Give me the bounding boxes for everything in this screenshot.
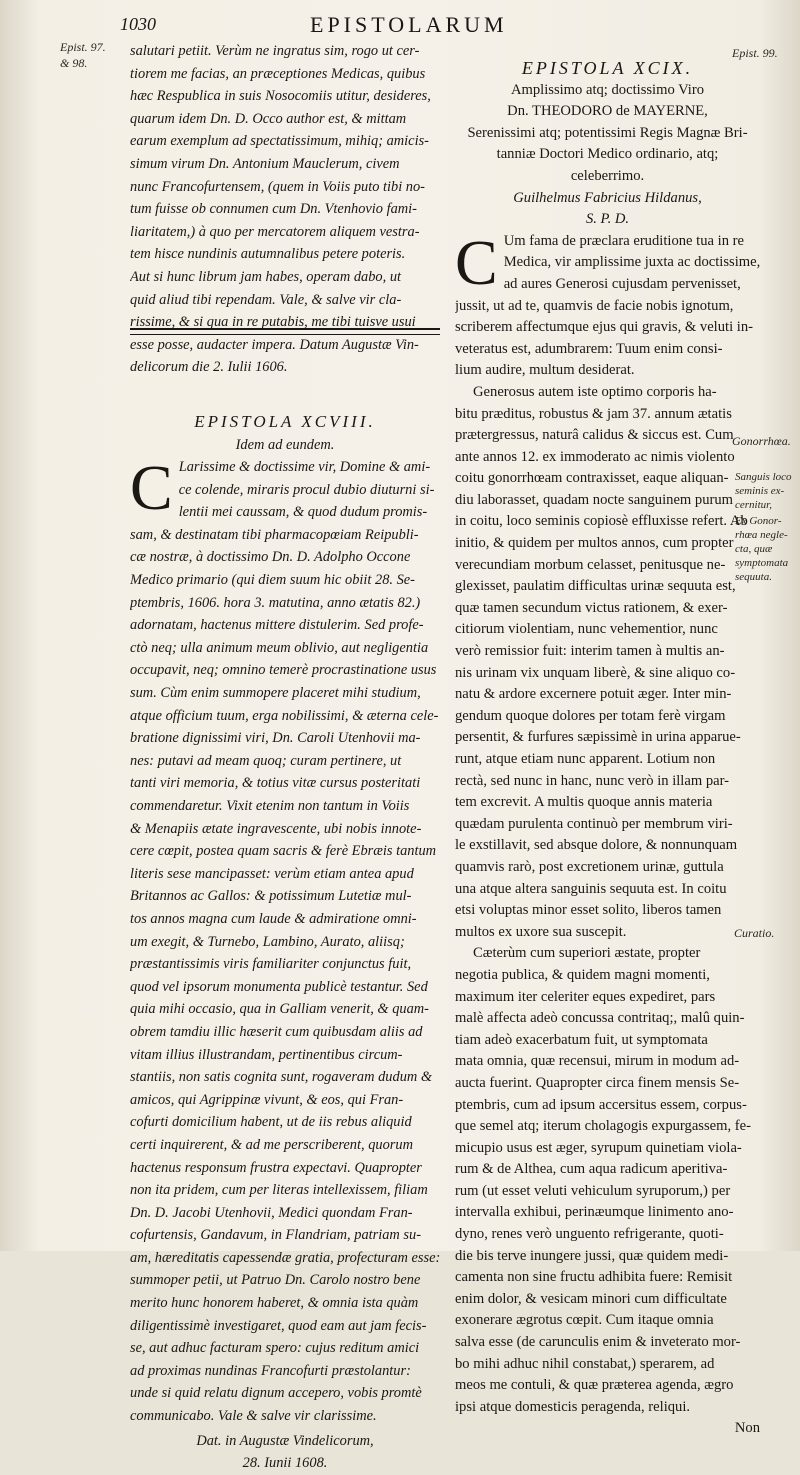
text-line: tos annos magna cum laude & admiratione omni- (130, 910, 417, 927)
text-line: stantiis, non satis cognita sunt, rogaveram dudum & (130, 1069, 433, 1086)
left-column (130, 40, 440, 1475)
margin-note-line: rhœa negle- (735, 529, 788, 541)
text-line: una atque altera sanguinis sequuta est. In coitu (455, 880, 727, 897)
epistle-99-addressee (455, 80, 760, 188)
text-line: delicorum die 2. Iulii 1606. (130, 359, 288, 376)
margin-note-line: Ex Gonor- (735, 515, 782, 527)
text-line: ante annos 12. ex immoderato ac nimis violento (455, 448, 735, 465)
text-line: simum virum Dn. Antonium Mauclerum, civem (130, 155, 400, 172)
text-line: quid aliud tibi rependam. Vale, & salve vir cla- (130, 291, 402, 308)
text-line: & Menapiis ætate ingravescente, ubi nobis innote- (130, 820, 422, 837)
text-line: commendaretur. Vixit etenim non tantum in Voiis (130, 798, 410, 814)
text-line: meos me contuli, & quæ præterea agenda, ægro (455, 1377, 734, 1394)
text-line: quarum idem Dn. D. Occo author est, & mittam (130, 110, 407, 127)
text-line: nes: putavi ad meam quoq; curam pertinere, ut (130, 752, 402, 769)
text-line: vitam illius illustrandam, pertinentibus circum- (130, 1046, 403, 1063)
text-line: Medica, vir amplissime juxta ac doctissime, (503, 254, 760, 271)
text-line: Dn. D. Jacobi Utenhovii, Medici quondam Fran- (130, 1204, 413, 1221)
text-line: cofurtensis, Gandavum, in Flandriam, patriam su- (130, 1227, 422, 1244)
text-line: sum. Cùm enim summopere placeret mihi studium, (130, 685, 421, 702)
separator-space (130, 379, 440, 403)
dropcap-letter: C (130, 452, 173, 524)
text-line: præstantissimis viris familiariter conjunctus fuit, (130, 956, 412, 973)
epistle-99-sender: Guilhelmus Fabricius Hildanus, (513, 189, 702, 206)
text-line: se, aut adhuc facturam spero: cujus reditum amici (130, 1340, 420, 1357)
margin-note-curatio: Curatio. (734, 926, 775, 940)
text-line: Britannos ac Gallos: & potissimum Lutetiæ mul- (130, 888, 412, 905)
addressee-line: Serenissimi atq; potentissimi Regis Magnæ Bri- (467, 124, 748, 141)
epistle-98-title: EPISTOLA XCVIII. (194, 411, 376, 431)
epistle-98-date: 28. Iunii 1608. (242, 1455, 328, 1472)
text-line: ad proximas nundinas Francofurti præstolantur: (130, 1362, 411, 1379)
text-line: initio, & quidem per multos annos, cum propter (455, 535, 734, 552)
text-line: verecundiam morbum celasset, penitusque ne- (455, 556, 726, 573)
text-line: intervalla exhibui, perinæumque linimento ano- (455, 1204, 734, 1221)
text-line: hæc Respublica in suis Nosocomiis utitur, desideres, (130, 88, 431, 105)
text-line: ctò neq; ulla animum meum oblivio, aut negligentia (130, 639, 429, 656)
text-line: nunc Francofurtensem, (quem in Voiis puto tibi no- (130, 178, 425, 195)
epistle-99-body (455, 226, 760, 1419)
margin-ref-left-2: & 98. (60, 56, 88, 70)
text-line: enim dolor, & vesicam minori cum difficultate (455, 1290, 727, 1307)
text-line: Medico primario (qui diem suum hic obiit 28. Se- (130, 572, 415, 589)
text-line: quamvis rarò, post excretionem urinæ, guttula (455, 858, 724, 875)
text-line: summoper petii, ut Patruo Dn. Carolo nostro bene (130, 1272, 421, 1289)
dropcap-letter: C (455, 226, 498, 298)
epistle-98-body (130, 452, 440, 1428)
text-line: rum (ut esset veluti vehiculum syruporum,) per (455, 1182, 731, 1199)
text-line: salutari petiit. Verùm ne ingratus sim, rogo ut cer- (130, 43, 420, 59)
text-line: ipsi atque domesticis peragenda, reliqui. (455, 1398, 691, 1415)
catchword: Non (734, 1420, 760, 1437)
text-line: cofurti domicilium habent, ut de iis rebus aliquid (130, 1114, 412, 1131)
addressee-line: Dn. THEODORO de MAYERNE, (507, 103, 708, 120)
text-line: quæ tamen secundum victus rationem, & exer- (455, 599, 728, 616)
text-line: le exstillavit, sed absque dolore, & nonnunquam (455, 837, 738, 854)
text-line: que semel atq; iterum cholagogis expurgassem, fe- (455, 1118, 751, 1135)
text-line: tanti viri memoria, & totius vitæ cursus posteritati (130, 775, 421, 792)
text-line: tum fuisse ob connumen cum Dn. Vtenhovio fami- (130, 201, 417, 218)
margin-note-line: Sanguis loco (735, 471, 792, 483)
text-line: Um fama de præclara eruditione tua in re (503, 232, 744, 249)
text-line: in coitu, loco seminis copiosè effluxisse refert. Ab (455, 513, 748, 530)
text-line: dyno, renes verò unguento refrigerante, quoti- (455, 1226, 724, 1243)
text-line: micupio usus est æger, syrupum quinetiam viola- (455, 1139, 742, 1156)
text-line: malè affecta adeò concussa contritaq;, malû quin- (455, 1010, 745, 1027)
text-line: cere cœpit, postea quam sacris & ferè Ebræis tantum (130, 843, 437, 860)
text-line: earum exemplum ad spectatissimum, mihiq; amicis- (130, 133, 429, 150)
margin-note-gonorrhoea: Gonorrhœa. (732, 434, 791, 448)
text-line: runt, atque etiam nunc apparent. Lotium non (455, 751, 716, 767)
text-line: communicabo. Vale & salve vir clarissime. (130, 1408, 377, 1425)
text-line: veteratus est, adumbrarem: Tuum enim consi- (455, 340, 723, 357)
text-line: ptembris, cum ad ipsum accersitus essem, corpus- (455, 1096, 747, 1113)
text-line: bitu præditus, robustus & jam 37. annum ætatis (455, 405, 732, 422)
page-number: 1030 (120, 14, 156, 34)
text-line: am, hæreditatis capessendæ gratia, profecturam esse: (130, 1249, 440, 1266)
text-line: esse posse, audacter impera. Datum Augustæ Vin- (130, 336, 419, 353)
text-line: sam, & destinatam tibi pharmacopœiam Reipubli- (130, 526, 419, 543)
text-line: rissime, & si qua in re putabis, me tibi tuisve usui (130, 314, 416, 331)
text-line: obrem tamdiu illic hæserit cum quibusdam aliis ad (130, 1023, 423, 1040)
text-line: tiam adeò exacerbatum fuit, ut symptomata (455, 1031, 708, 1048)
text-line: salva esse (de carunculis enim & inveterato mor- (455, 1334, 741, 1351)
margin-note-line: symptomata (735, 557, 789, 569)
text-line: Cæterùm cum superiori æstate, propter (473, 945, 701, 962)
text-line: citiorum violentiam, nunc vehementior, nunc (455, 621, 718, 638)
text-line: verò remissior fuit: interim tamen à multis an- (455, 643, 725, 660)
text-line: multos ex uxore sua suscepit. (455, 923, 627, 940)
text-line: ad aures Generosi cujusdam pervenisset, (503, 275, 741, 292)
text-line: coitu gonorrhœam contraxisset, eaque aliquan- (455, 470, 729, 487)
text-line: occupavit, neq; omnino temerè procrastinatione usus (130, 662, 437, 679)
text-line: mata omnia, quæ recensui, mirum in modum ad- (455, 1053, 740, 1070)
text-line: Generosus autem iste optimo corporis ha- (473, 383, 717, 400)
right-column (455, 58, 760, 1440)
margin-note-line: sequuta. (735, 571, 772, 583)
addressee-line: celeberrimo. (570, 167, 645, 184)
margin-ref-left-1: Epist. 97. (60, 40, 106, 54)
text-line: etsi voluptas minor esset solito, liberos tamen (455, 902, 722, 919)
text-line: die bis terve inungere jussi, quæ quidem medi- (455, 1247, 729, 1264)
text-line: aucta fuerint. Quapropter circa finem mensis Se- (455, 1074, 740, 1091)
text-line: hactenus responsum frustra expectavi. Quapropter (130, 1159, 422, 1176)
text-line: Larissime & doctissime vir, Domine & ami- (178, 459, 431, 476)
text-line: merito hunc honorem haberet, & omnia ista quàm (130, 1295, 419, 1312)
addressee-line: Amplissimo atq; doctissimo Viro (510, 81, 705, 98)
margin-note-line: seminis ex- (735, 485, 785, 497)
epistle-99-title: EPISTOLA XCIX. (521, 58, 694, 78)
text-line: nis urinam vix unquam liberè, & sine aliquo co- (455, 664, 736, 681)
text-line: diu laborasset, quadam nocte sanguinem purum (455, 491, 734, 508)
text-line: bratione dignissimi viri, Dn. Caroli Utenhovii ma- (130, 730, 421, 747)
margin-note-line: cernitur, (735, 499, 772, 511)
text-line: tiorem me facias, an præceptiones Medicas, quibus (130, 65, 426, 82)
text-line: negotia publica, & quidem magni momenti, (455, 966, 710, 983)
text-line: atque officium tuum, erga nobilissimi, & æterna cele- (130, 707, 439, 724)
text-line: amicos, qui Agrippinæ vivunt, & eos, qui Fran- (130, 1091, 404, 1108)
epistle-99-greeting: S. P. D. (585, 211, 630, 228)
text-line: rum & de Althea, cum aqua radicum aperitiva- (455, 1161, 728, 1178)
text-line: prætergressus, naturâ calidus & siccus est. Cum (455, 427, 734, 444)
text-line: scriberem affectumque ejus qui gravis, & veluti in- (455, 319, 754, 336)
text-line: glexisset, paulatim difficultas urinæ sequuta est, (455, 578, 736, 595)
text-line: bo mihi adhuc nihil constabat,) sperarem, ad (455, 1355, 715, 1372)
text-line: natu & ardore excernere potuit æger. Inter min- (455, 686, 732, 703)
margin-ref-right: Epist. 99. (732, 46, 778, 60)
text-line: diligentissimè investigaret, quod eam aut jam fecis- (130, 1317, 427, 1334)
page-header (120, 12, 760, 38)
text-line: Aut si hunc librum jam habes, operam dabo, ut (130, 268, 402, 285)
text-line: um exegit, & Turnebo, Lambino, Aurato, aliisq; (130, 933, 405, 950)
running-title: EPISTOLARUM (310, 12, 508, 37)
text-line: exonerare ægrotus cœpit. Cum itaque omnia (455, 1312, 714, 1329)
epistle-98-dateline: Dat. in Augustæ Vindelicorum, (196, 1432, 374, 1449)
text-line: quia mihi occasio, qua in Galliam venerit, & quam- (130, 1001, 429, 1018)
text-line: non ita pridem, cum per literas intellexissem, filiam (130, 1182, 428, 1199)
text-line: quod vel ipsorum monumenta publicè testantur. Sed (130, 978, 428, 995)
text-line: ptembris, 1606. hora 3. matutina, anno ætatis 82.) (130, 594, 421, 611)
margin-note-line: cta, quæ (735, 543, 773, 555)
text-line: jussit, ut ad te, quamvis de facie nobis ignotum, (455, 297, 734, 314)
epistle-98-subtitle: Idem ad eundem. (235, 436, 335, 453)
text-line: maximum iter celeriter eques expediret, pars (455, 988, 716, 1005)
text-line: camenta non sine fructu adhibita fuere: Remisit (455, 1269, 733, 1286)
text-line: tem hisce nundinis autumnalibus petere poteris. (130, 246, 406, 263)
text-line: certi inquirerent, & ad me perscriberent, quorum (130, 1136, 413, 1153)
text-line: liaritatem,) à quo per mercatorem aliquem vestra- (130, 223, 420, 240)
text-line: tem excrevit. A multis quoque annis materia (455, 794, 713, 811)
text-line: rectà, sed nunc in hanc, nunc verò in illam par- (455, 772, 730, 789)
text-line: persentit, & furfures sæpissimè in urina apparue- (455, 729, 741, 746)
text-line: adornatam, hactenus mittere distulerim. Sed profe- (130, 617, 424, 634)
text-line: ce colende, miraris procul dubio diuturni si- (178, 481, 435, 498)
text-line: lium audire, multum desiderat. (455, 362, 635, 379)
text-line: cæ nostræ, à doctissimo Dn. D. Adolpho Occone (130, 549, 411, 566)
text-line: lentii mei caussam, & quod dudum promis- (178, 504, 428, 521)
text-line: literis sese mancipasset: verùm etiam antea apud (130, 865, 414, 882)
section-rule (130, 328, 440, 335)
text-line: quædam purulenta continuò per membrum viri- (455, 815, 733, 832)
addressee-line: tanniæ Doctori Medico ordinario, atq; (496, 146, 719, 163)
text-line: unde si quid relatu dignum accepero, vobis promtè (130, 1385, 422, 1402)
text-line: gendum quoque dolores per totam ferè virgam (455, 707, 726, 724)
